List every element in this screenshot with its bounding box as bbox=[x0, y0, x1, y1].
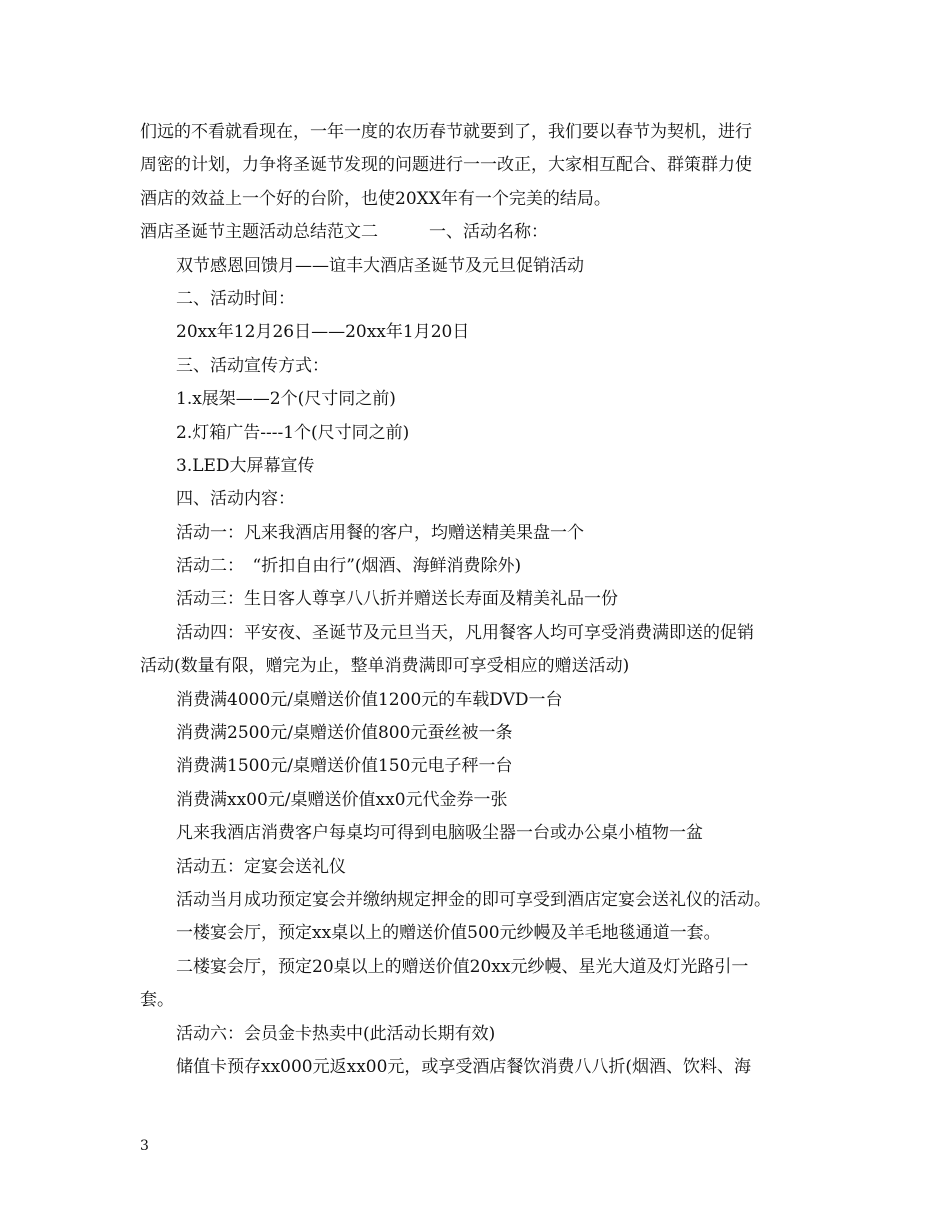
activity-item: 活动一：凡来我酒店用餐的客户，均赠送精美果盘一个 bbox=[176, 522, 584, 543]
paragraph-line: 一楼宴会厅，预定xx桌以上的赠送价值500元纱幔及羊毛地毯通道一套。 bbox=[176, 923, 721, 944]
list-item: 1.x展架——2个(尺寸同之前) bbox=[176, 389, 396, 410]
paragraph-line: 凡来我酒店消费客户每桌均可得到电脑吸尘器一台或办公桌小植物一盆 bbox=[176, 823, 703, 844]
page-number: 3 bbox=[140, 1138, 149, 1154]
activity-dates: 20xx年12月26日——20xx年1月20日 bbox=[176, 322, 470, 343]
section-heading: 四、活动内容： bbox=[176, 489, 295, 510]
document-body bbox=[140, 116, 820, 1084]
list-item: 3.LED大屏幕宣传 bbox=[176, 455, 315, 476]
promotion-tier: 消费满4000元/桌赠送价值1200元的车载DVD一台 bbox=[176, 689, 563, 710]
promotion-tier: 消费满1500元/桌赠送价值150元电子秤一台 bbox=[176, 756, 513, 777]
activity-item: 活动六：会员金卡热卖中(此活动长期有效) bbox=[176, 1023, 496, 1044]
section-heading-line: 酒店圣诞节主题活动总结范文二 一、活动名称： bbox=[140, 222, 548, 243]
paragraph-line: 周密的计划，力争将圣诞节发现的问题进行一一改正，大家相互配合、群策群力使 bbox=[140, 155, 752, 176]
paragraph-line: 酒店的效益上一个好的台阶，也使20XX年有一个完美的结局。 bbox=[140, 188, 611, 209]
paragraph-line: 活动当月成功预定宴会并缴纳规定押金的即可享受到酒店定宴会送礼仪的活动。 bbox=[176, 889, 771, 910]
paragraph-line: 活动(数量有限，赠完为止，整单消费满即可享受相应的赠送活动) bbox=[140, 656, 630, 677]
activity-item: 活动三：生日客人尊享八八折并赠送长寿面及精美礼品一份 bbox=[176, 589, 618, 610]
activity-item: 活动五：定宴会送礼仪 bbox=[176, 856, 346, 877]
activity-item: 活动二： “折扣自由行”(烟酒、海鲜消费除外) bbox=[176, 556, 522, 577]
activity-name: 双节感恩回馈月——谊丰大酒店圣诞节及元旦促销活动 bbox=[176, 255, 584, 276]
paragraph-line: 储值卡预存xx000元返xx00元，或享受酒店餐饮消费八八折(烟酒、饮料、海 bbox=[176, 1056, 752, 1077]
section-heading: 三、活动宣传方式： bbox=[176, 355, 329, 376]
section-heading: 二、活动时间： bbox=[176, 288, 295, 309]
promotion-tier: 消费满xx00元/桌赠送价值xx0元代金券一张 bbox=[176, 789, 508, 810]
paragraph-line: 二楼宴会厅，预定20桌以上的赠送价值20xx元纱幔、星光大道及灯光路引一 bbox=[176, 956, 749, 977]
list-item: 2.灯箱广告----1个(尺寸同之前) bbox=[176, 422, 410, 443]
paragraph-line: 套。 bbox=[140, 990, 174, 1011]
activity-item: 活动四：平安夜、圣诞节及元旦当天，凡用餐客人均可享受消费满即送的促销 bbox=[176, 622, 754, 643]
promotion-tier: 消费满2500元/桌赠送价值800元蚕丝被一条 bbox=[176, 723, 513, 744]
paragraph-line: 们远的不看就看现在，一年一度的农历春节就要到了，我们要以春节为契机，进行 bbox=[140, 122, 752, 142]
